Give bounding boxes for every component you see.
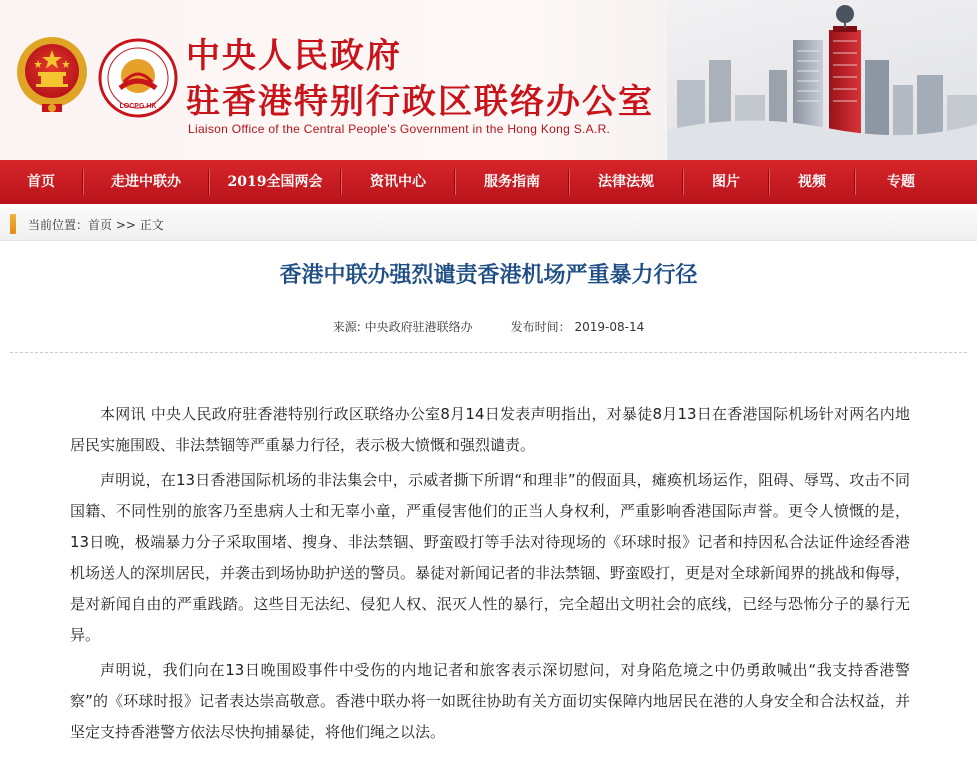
breadcrumb-separator: >> [112, 218, 140, 232]
article-meta [0, 318, 977, 335]
source-value: 中央政府驻港联络办 [364, 320, 473, 334]
site-title-line1: 中央人民政府 [186, 36, 402, 76]
national-emblem-icon [14, 34, 90, 114]
breadcrumb-label: 当前位置： [28, 218, 89, 232]
main-nav [0, 160, 977, 204]
breadcrumb-marker [10, 214, 16, 234]
nav-item-about[interactable]: 走进中联办 [111, 174, 181, 190]
source-label: 来源: [332, 320, 365, 334]
breadcrumb-text [28, 216, 164, 233]
nav-item-pictures[interactable]: 图片 [712, 174, 740, 190]
logo-text: LOCPG HK [119, 103, 157, 110]
article-paragraph: 本网讯 中央人民政府驻香港特别行政区联络办公室8月14日发表声明指出，对暴徒8月13日在香港国际机场针对两名内地居民实施围殴、非法禁锢等严重暴力行径，表示极大愤慨和强烈谴责。 [70, 405, 910, 454]
title-divider [10, 352, 967, 353]
nav-item-two-sessions[interactable]: 2019全国两会 [227, 174, 323, 190]
nav-item-laws[interactable]: 法律法规 [598, 174, 654, 190]
site-title-line2: 驻香港特别行政区联络办公室 [186, 82, 654, 122]
article-paragraph: 声明说，在13日香港国际机场的非法集会中，示威者撕下所谓“和理非”的假面具，瘫痪机场运作，阻碍、辱骂、攻击不同国籍、不同性别的旅客乃至患病人士和无辜小童，严重侵害他们的正当人身权利，严重影响香港国际声誉。更令人愤慨的是，13日晚，极端暴力分子采取围堵、搜身、非法禁锢、野蛮殴打等手法对待现场的《环球时报》记者和持因私合法证件途经香港机场送人的深圳居民，并袭击到场协助护送的警员。暴徒对新闻记者的非法禁锢、野蛮殴打，更是对全球新闻界的挑战和侮辱，是对新闻自由的严重践踏。这些目无法纪、侵犯人权、泯灭人性的暴行，完全超出文明社会的底线，已经与恐怖分子的暴行无异。 [70, 471, 911, 644]
breadcrumb-current: 正文 [139, 218, 164, 232]
nav-item-topics[interactable]: 专题 [887, 174, 915, 190]
site-title-english: Liaison Office of the Central People's Government in the Hong Kong S.A.R. [188, 122, 611, 136]
nav-item-news[interactable]: 资讯中心 [370, 174, 426, 190]
article-body [70, 399, 910, 752]
date-value: 2019-08-14 [574, 320, 645, 334]
nav-item-home[interactable]: 首页 [27, 174, 55, 190]
liaison-office-logo-icon [98, 38, 178, 118]
article-paragraph: 声明说，我们向在13日晚围殴事件中受伤的内地记者和旅客表示深切慰问，对身陷危境之中仍勇敢喊出“我支持香港警察”的《环球时报》记者表达崇高敬意。香港中联办将一如既往协助有关方面切实保障内地居民在港的人身安全和合法权益，并坚定支持香港警方依法尽快拘捕暴徒，将他们绳之以法。 [70, 661, 910, 741]
breadcrumb-home-link[interactable]: 首页 [88, 218, 113, 232]
date-label: 发布时间： [510, 320, 575, 334]
nav-item-videos[interactable]: 视频 [798, 174, 826, 190]
header-banner [0, 0, 977, 160]
nav-item-services[interactable]: 服务指南 [484, 174, 540, 190]
hong-kong-skyline-image [667, 0, 977, 160]
article-title: 香港中联办强烈谴责香港机场严重暴力行径 [279, 263, 698, 288]
breadcrumb [0, 208, 977, 241]
